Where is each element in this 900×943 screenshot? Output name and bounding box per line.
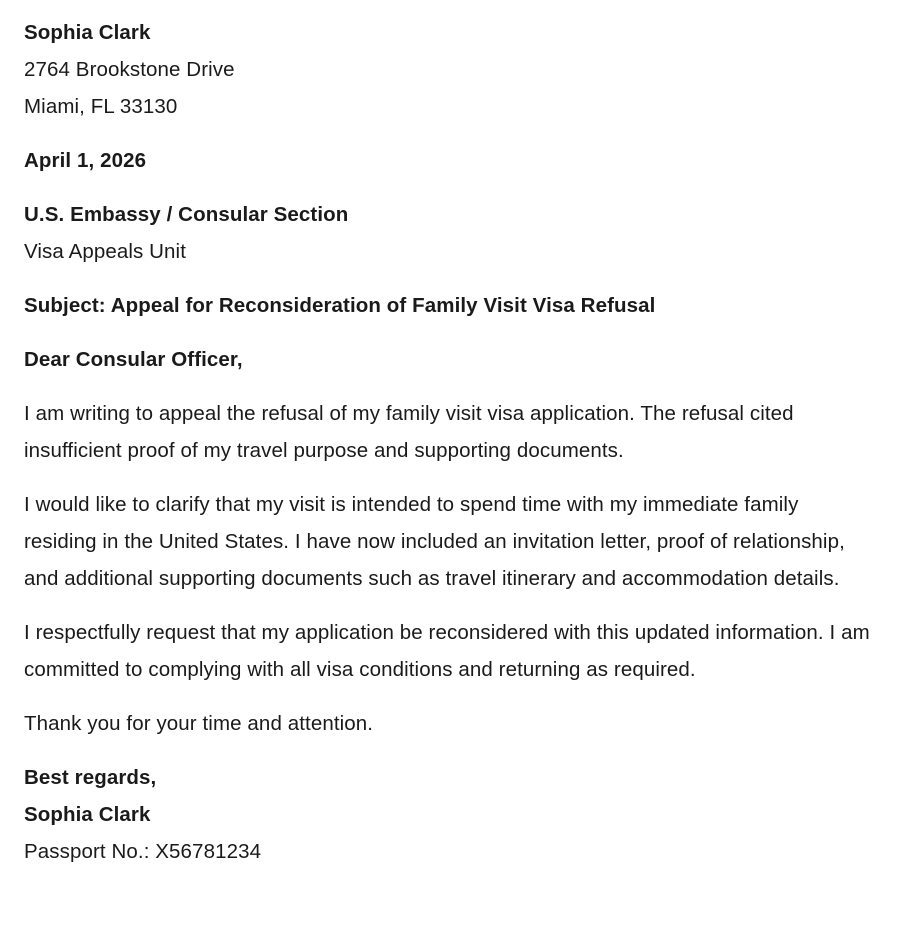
body-paragraph-2: I would like to clarify that my visit is intended to spend time with my immediate family residing in the United States. I have now included an invitation letter, proof of relationship, and additional supporting documents such as travel itinerary and accommodation details. [24, 493, 845, 590]
closing-block [24, 759, 870, 870]
date-block [24, 142, 870, 179]
sender-city-state-zip: Miami, FL 33130 [24, 95, 178, 118]
salutation: Dear Consular Officer, [24, 348, 243, 371]
body-paragraph-3: I respectfully request that my application be reconsidered with this updated information. I am committed to complying with all visa conditions and returning as required. [24, 621, 870, 681]
valediction: Best regards, [24, 766, 157, 789]
body-paragraph-4: Thank you for your time and attention. [24, 712, 374, 735]
sender-street: 2764 Brookstone Drive [24, 58, 235, 81]
salutation-block [24, 341, 870, 378]
subject-block [24, 287, 870, 324]
recipient-department: Visa Appeals Unit [24, 240, 187, 263]
passport-number: Passport No.: X56781234 [24, 840, 262, 863]
recipient-address-block [24, 196, 870, 270]
sender-address-block [24, 14, 870, 125]
sender-name: Sophia Clark [24, 21, 151, 44]
recipient-organization: U.S. Embassy / Consular Section [24, 203, 349, 226]
body-paragraph-1: I am writing to appeal the refusal of my family visit visa application. The refusal cited insufficient proof of my travel purpose and supporting documents. [24, 402, 794, 462]
signature-name: Sophia Clark [24, 803, 151, 826]
letter-date: April 1, 2026 [24, 149, 147, 172]
subject-line: Subject: Appeal for Reconsideration of Family Visit Visa Refusal [24, 294, 656, 317]
